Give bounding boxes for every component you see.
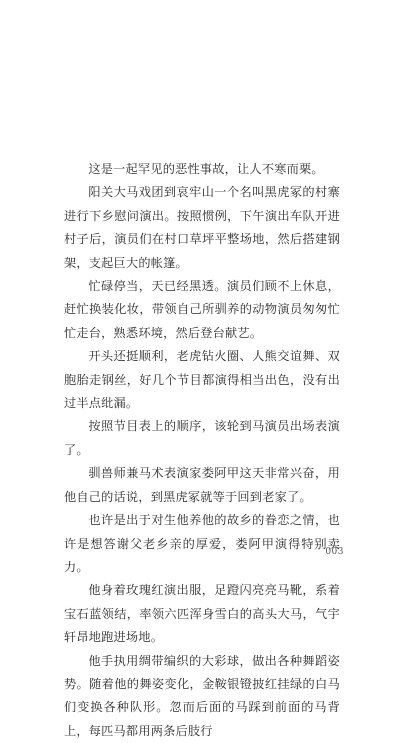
paragraph: 开头还挺顺利，老虎钻火圈、人熊交谊舞、双胞胎走钢丝，好几个节目都演得相当出色，没有出过半点纰漏。 [64,349,340,411]
paragraph: 他身着玫瑰红演出服，足蹬闪亮亮马靴，系着宝石蓝领结，率领六匹浑身雪白的高头大马，气宇轩昂地跑进场地。 [64,583,340,645]
paragraph: 按照节目表上的顺序，该轮到马演员出场表演了。 [64,419,340,457]
paragraph: 他手执用绸带编织的大彩球，做出各种舞蹈姿势。随着他的舞姿变化，金鞍银镫披红挂绿的白马们变换各种队形。忽而后面的马踩到前面的马背上，每匹马都用两条后肢行 [64,653,340,738]
paragraph: 阳关大马戏团到哀牢山一个名叫黑虎冢的村寨进行下乡慰问演出。按照惯例，下午演出车队开进村子后，演员们在村口草坪平整场地，然后搭建钢架，支起巨大的帐篷。 [64,185,340,270]
paragraph: 这是一起罕见的恶性事故，让人不寒而栗。 [88,162,324,176]
paragraph: 忙碌停当，天已经黑透。演员们顾不上休息，赶忙换装化妆，带领自己所驯养的动物演员匆匆忙忙走台，熟悉环境，然后登台献艺。 [64,279,340,340]
paragraph: 也许是出于对生他养他的故乡的眷恋之情，也许是想答谢父老乡亲的厚爱，娄阿甲演得特别卖力。 [64,513,340,574]
page-number: 003 [325,547,344,557]
paragraph: 驯兽师兼马术表演家娄阿甲这天非常兴奋，用他自己的话说，到黑虎冢就等于回到老家了。 [64,466,340,504]
body-text [64,158,340,743]
